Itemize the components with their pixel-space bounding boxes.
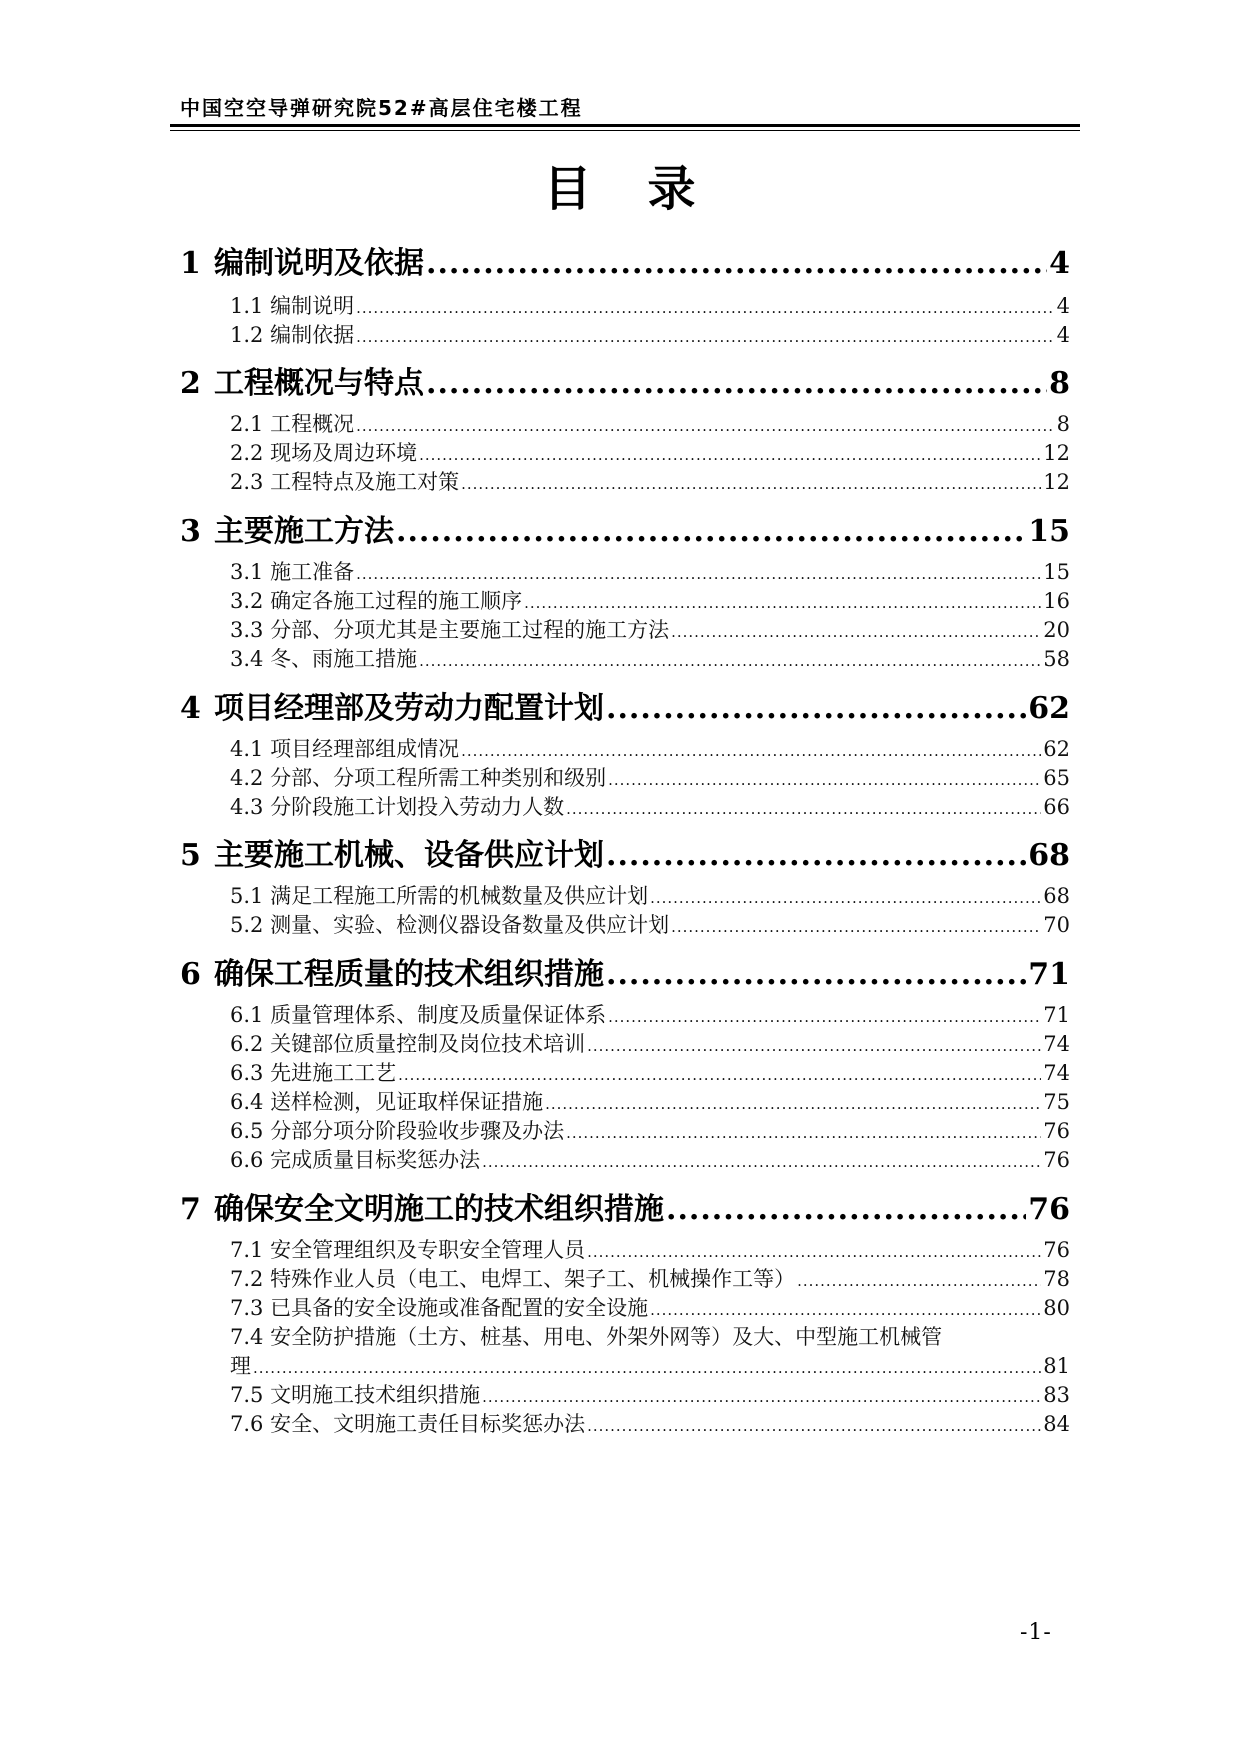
toc-item-page: 12 bbox=[1043, 441, 1070, 465]
dot-leader bbox=[461, 475, 1041, 493]
toc-item-label: 6.2 关键部位质量控制及岗位技术培训 bbox=[230, 1032, 586, 1056]
toc-item-label: 理 bbox=[230, 1354, 251, 1378]
toc-item bbox=[230, 319, 1070, 349]
toc-item-label: 1.2 编制依据 bbox=[230, 323, 355, 347]
toc-item-page: 74 bbox=[1043, 1061, 1070, 1085]
toc-section-page: 68 bbox=[1028, 838, 1070, 873]
toc-item-page: 58 bbox=[1043, 647, 1070, 671]
dot-leader bbox=[666, 1192, 1026, 1227]
toc-item-page: 78 bbox=[1043, 1267, 1070, 1291]
toc-item-page: 76 bbox=[1043, 1119, 1070, 1143]
toc-item-page: 4 bbox=[1056, 323, 1070, 347]
toc-section-label: 主要施工机械、设备供应计划 bbox=[214, 838, 604, 873]
toc-item-label: 3.2 确定各施工过程的施工顺序 bbox=[230, 589, 523, 613]
dot-leader bbox=[608, 771, 1041, 789]
toc-item bbox=[230, 1350, 1070, 1380]
dot-leader bbox=[608, 1008, 1041, 1026]
toc-section-page: 62 bbox=[1028, 691, 1070, 726]
toc-section-number: 3 bbox=[180, 514, 201, 549]
toc-item bbox=[230, 466, 1070, 496]
toc-item-page: 70 bbox=[1043, 913, 1070, 937]
toc-section-number: 5 bbox=[180, 838, 201, 873]
page-number: -1- bbox=[1020, 1620, 1052, 1645]
dot-leader bbox=[419, 446, 1041, 464]
toc-item-page: 66 bbox=[1043, 795, 1070, 819]
dot-leader bbox=[566, 800, 1041, 818]
toc-item-page: 83 bbox=[1043, 1383, 1070, 1407]
toc-section-number: 2 bbox=[180, 366, 201, 401]
dot-leader bbox=[797, 1272, 1041, 1290]
toc-item-label: 7.2 特殊作业人员（电工、电焊工、架子工、机械操作工等） bbox=[230, 1267, 796, 1291]
dot-leader bbox=[606, 838, 1026, 873]
toc-section-label: 工程概况与特点 bbox=[214, 366, 424, 401]
toc-item-label: 7.6 安全、文明施工责任目标奖惩办法 bbox=[230, 1412, 586, 1436]
dot-leader bbox=[566, 1124, 1041, 1142]
dot-leader bbox=[606, 957, 1026, 992]
toc-item-label: 7.5 文明施工技术组织措施 bbox=[230, 1383, 481, 1407]
toc-item-page: 75 bbox=[1043, 1090, 1070, 1114]
toc-section-number: 6 bbox=[180, 957, 201, 992]
toc-section-1 bbox=[180, 238, 1070, 282]
dot-leader bbox=[671, 918, 1041, 936]
toc-section-number: 4 bbox=[180, 691, 201, 726]
toc-item-label: 6.6 完成质量目标奖惩办法 bbox=[230, 1148, 481, 1172]
toc-section-page: 76 bbox=[1028, 1192, 1070, 1227]
toc-item bbox=[230, 762, 1070, 792]
dot-leader bbox=[482, 1388, 1041, 1406]
dot-leader bbox=[356, 299, 1055, 317]
toc-item-page: 8 bbox=[1056, 412, 1070, 436]
toc-item bbox=[230, 1408, 1070, 1438]
toc-item-page: 20 bbox=[1043, 618, 1070, 642]
toc-item-page: 81 bbox=[1043, 1354, 1070, 1378]
toc-section-label: 项目经理部及劳动力配置计划 bbox=[214, 691, 604, 726]
dot-leader bbox=[461, 742, 1041, 760]
toc-section-page: 8 bbox=[1049, 366, 1070, 401]
toc-item-page: 71 bbox=[1043, 1003, 1070, 1027]
toc-section-3 bbox=[180, 506, 1070, 550]
toc-item-label: 2.1 工程概况 bbox=[230, 412, 355, 436]
toc-item-label: 6.5 分部分项分阶段验收步骤及办法 bbox=[230, 1119, 565, 1143]
toc-item bbox=[230, 1234, 1070, 1264]
toc-item-label: 6.4 送样检测，见证取样保证措施 bbox=[230, 1090, 544, 1114]
toc-item-label: 3.3 分部、分项尤其是主要施工过程的施工方法 bbox=[230, 618, 670, 642]
dot-leader bbox=[419, 652, 1041, 670]
toc-item bbox=[230, 733, 1070, 763]
toc-item-page: 68 bbox=[1043, 884, 1070, 908]
toc-item bbox=[230, 1057, 1070, 1087]
toc-item-page: 4 bbox=[1056, 294, 1070, 318]
toc-item bbox=[230, 999, 1070, 1029]
toc-item-label: 4.3 分阶段施工计划投入劳动力人数 bbox=[230, 795, 565, 819]
toc-section-label: 确保工程质量的技术组织措施 bbox=[214, 957, 604, 992]
toc-item-page: 12 bbox=[1043, 470, 1070, 494]
toc-section-label: 确保安全文明施工的技术组织措施 bbox=[214, 1192, 664, 1227]
toc-item-page: 76 bbox=[1043, 1148, 1070, 1172]
dot-leader bbox=[426, 366, 1047, 401]
toc-item-label: 6.3 先进施工工艺 bbox=[230, 1061, 397, 1085]
toc-item bbox=[230, 437, 1070, 467]
toc-item bbox=[230, 1028, 1070, 1058]
dot-leader bbox=[587, 1417, 1041, 1435]
toc-section-2 bbox=[180, 358, 1070, 402]
toc-section-number: 7 bbox=[180, 1192, 201, 1227]
page-header: 中国空空导弹研究院52#高层住宅楼工程 bbox=[180, 96, 583, 120]
dot-leader bbox=[545, 1095, 1041, 1113]
toc-item-label: 1.1 编制说明 bbox=[230, 294, 355, 318]
toc-item-label: 5.2 测量、实验、检测仪器设备数量及供应计划 bbox=[230, 913, 670, 937]
toc-item-page: 74 bbox=[1043, 1032, 1070, 1056]
toc-item bbox=[230, 1292, 1070, 1322]
toc-title-char-2: 录 bbox=[647, 161, 698, 217]
toc-item-page: 15 bbox=[1043, 560, 1070, 584]
toc-item-label: 4.1 项目经理部组成情况 bbox=[230, 737, 460, 761]
toc-item bbox=[230, 1115, 1070, 1145]
toc-section-5 bbox=[180, 830, 1070, 874]
toc-item-page: 84 bbox=[1043, 1412, 1070, 1436]
dot-leader bbox=[650, 889, 1041, 907]
toc-item bbox=[230, 290, 1070, 320]
toc-item-label: 3.4 冬、雨施工措施 bbox=[230, 647, 418, 671]
toc-section-7 bbox=[180, 1184, 1070, 1228]
toc-item bbox=[230, 556, 1070, 586]
toc-item bbox=[230, 585, 1070, 615]
toc-section-6 bbox=[180, 949, 1070, 993]
toc-item-label: 5.1 满足工程施工所需的机械数量及供应计划 bbox=[230, 884, 649, 908]
toc-item bbox=[230, 880, 1070, 910]
toc-section-label: 编制说明及依据 bbox=[214, 246, 424, 281]
toc-item-page: 16 bbox=[1043, 589, 1070, 613]
toc-item bbox=[230, 1263, 1070, 1293]
toc-section-page: 71 bbox=[1028, 957, 1070, 992]
toc-section-number: 1 bbox=[180, 246, 201, 281]
toc-section-page: 4 bbox=[1049, 246, 1070, 281]
dot-leader bbox=[426, 246, 1047, 281]
toc-item-first-line: 7.4 安全防护措施（土方、桩基、用电、外架外网等）及大、中型施工机械管 bbox=[230, 1325, 943, 1349]
toc-item-page: 62 bbox=[1043, 737, 1070, 761]
dot-leader bbox=[671, 623, 1041, 641]
dot-leader bbox=[356, 565, 1041, 583]
dot-leader bbox=[396, 514, 1026, 549]
dot-leader bbox=[587, 1037, 1041, 1055]
toc-item-page: 76 bbox=[1043, 1238, 1070, 1262]
toc-item bbox=[230, 791, 1070, 821]
toc-item-label: 2.3 工程特点及施工对策 bbox=[230, 470, 460, 494]
dot-leader bbox=[356, 328, 1055, 346]
toc-item-label: 4.2 分部、分项工程所需工种类别和级别 bbox=[230, 766, 607, 790]
toc-section-label: 主要施工方法 bbox=[214, 514, 394, 549]
toc-item-page: 80 bbox=[1043, 1296, 1070, 1320]
toc-item-label: 7.1 安全管理组织及专职安全管理人员 bbox=[230, 1238, 586, 1262]
toc-section-page: 15 bbox=[1028, 514, 1070, 549]
toc-item-label: 3.1 施工准备 bbox=[230, 560, 355, 584]
toc-item bbox=[230, 1086, 1070, 1116]
dot-leader bbox=[650, 1301, 1041, 1319]
toc-item bbox=[230, 614, 1070, 644]
toc-item bbox=[230, 408, 1070, 438]
toc-item-label: 2.2 现场及周边环境 bbox=[230, 441, 418, 465]
toc-item-label: 7.3 已具备的安全设施或准备配置的安全设施 bbox=[230, 1296, 649, 1320]
dot-leader bbox=[482, 1153, 1041, 1171]
dot-leader bbox=[587, 1243, 1041, 1261]
dot-leader bbox=[524, 594, 1041, 612]
toc-title-char-1: 目 bbox=[543, 161, 594, 217]
dot-leader bbox=[398, 1066, 1041, 1084]
toc-item-page: 65 bbox=[1043, 766, 1070, 790]
toc-item bbox=[230, 1379, 1070, 1409]
toc-item-label: 6.1 质量管理体系、制度及质量保证体系 bbox=[230, 1003, 607, 1027]
dot-leader bbox=[253, 1359, 1041, 1377]
toc-section-4 bbox=[180, 683, 1070, 727]
dot-leader bbox=[606, 691, 1026, 726]
toc-item bbox=[230, 909, 1070, 939]
toc-item bbox=[230, 1144, 1070, 1174]
toc-item bbox=[230, 643, 1070, 673]
dot-leader bbox=[356, 417, 1055, 435]
